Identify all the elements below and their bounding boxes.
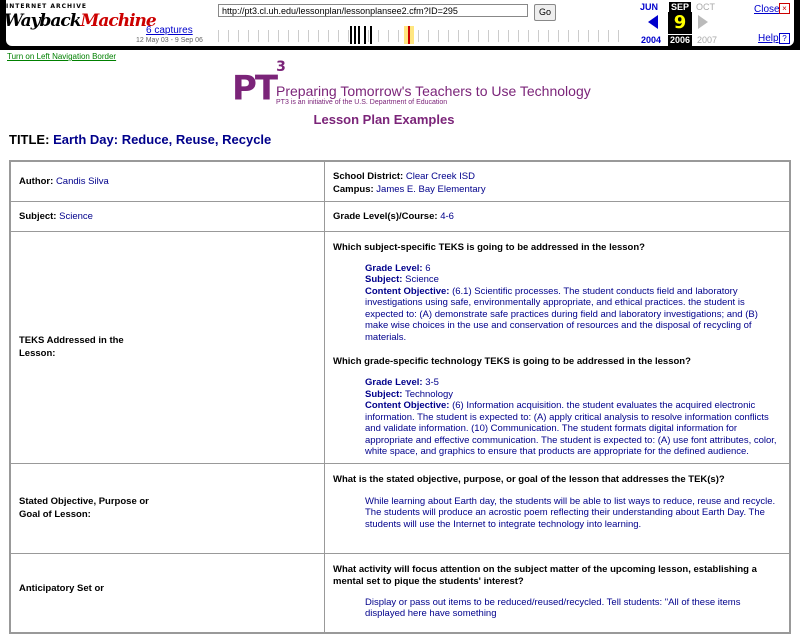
timeline-capture-mark[interactable] [364, 26, 366, 44]
anticipatory-content-cell [325, 553, 791, 633]
author-label: Author: [19, 176, 54, 187]
district-cell [325, 161, 791, 201]
campus-label: Campus: [333, 184, 374, 195]
timeline-capture-mark[interactable] [370, 26, 372, 44]
subject-cell [10, 201, 325, 231]
month-prev-label[interactable]: JUN [640, 2, 659, 12]
campus-value: James E. Bay Elementary [376, 184, 486, 195]
timeline-tick [618, 30, 619, 42]
year-prev-label[interactable]: 2004 [641, 35, 662, 45]
wayback-go-button[interactable]: Go [534, 4, 556, 21]
timeline-tick [218, 30, 219, 42]
wayback-logo-line1: INTERNET ARCHIVE [6, 3, 88, 10]
timeline-tick [378, 30, 379, 42]
month-next-label: OCT [696, 2, 715, 12]
pt3-subline: PT3 is an initiative of the U.S. Department of Education [276, 99, 448, 106]
page-title: Lesson Plan Examples [313, 112, 455, 127]
subject-value: Science [59, 210, 93, 222]
captures-link[interactable]: 6 captures [146, 25, 193, 36]
teks-content-cell [325, 231, 791, 463]
objective-label: Stated Objective, Purpose or Goal of Lesson: [19, 496, 149, 520]
grade-label: Grade Level(s)/Course: [333, 210, 438, 222]
objective-question: What is the stated objective, purpose, or goal of the lesson that addresses the TEK(s)? [333, 473, 725, 485]
timeline-tick [498, 30, 499, 42]
timeline-tick [308, 30, 309, 42]
timeline-tick [518, 30, 519, 42]
timeline-tick [438, 30, 439, 42]
timeline-tick [478, 30, 479, 42]
author-value: Candis Silva [55, 176, 109, 187]
technology-teks-block: Grade Level: 3-5 Subject: Technology Content Objective: (6) Information acquisition. the student evaluates the acquired electronic information. The student is expected to: (A) apply critical analysis to resolve information conflicts and validate information. (10) Communication. The student formats digital information for appropriate and effective communication. The student is expected to: (A) use font attributes, color, white space, and graphics to ensure that products are appropriate for the defined audience. [365, 377, 777, 457]
timeline-tick [538, 30, 539, 42]
table-row [10, 463, 790, 553]
district-label: School District: [333, 171, 404, 182]
grade-value: 4-6 [440, 210, 454, 222]
pt3-header [232, 59, 592, 114]
lesson-title [9, 132, 271, 147]
current-day: 9 [668, 12, 692, 34]
objective-text: While learning about Earth day, the students will be able to list ways to reduce, reuse and recycle. The students will produce an acrostic poem reflecting their understanding about Earth Day. The students will use the Internet to integrate technology into learning. [365, 495, 776, 530]
teks-label: TEKS Addressed in the Lesson: [19, 335, 124, 359]
table-row [10, 231, 790, 463]
teks-question-subject: Which subject-specific TEKS is going to be addressed in the lesson? [333, 241, 645, 253]
subject-teks-block: Grade Level: 6 Subject: Science Content Objective: (6.1) Scientific processes. The student conducts field and laboratory investigations using safe, environmentally appropriate, and ethical practices. the student is expected to: (A) demonstrate safe practices during field and laboratory investigations; and (B) make wise choices in the use and conservation of resources and the disposal of recycling of materials. [365, 262, 758, 343]
timeline-tick [568, 30, 569, 42]
lesson-plan-table [9, 160, 791, 634]
timeline-tick [488, 30, 489, 42]
year-current-label: 2006 [669, 35, 691, 45]
anticipatory-question: What activity will focus attention on the subject matter of the upcoming lesson, establishing a mental set to pique the students' interest? [333, 563, 757, 587]
grade-cell [325, 201, 791, 231]
close-link[interactable]: Close [754, 4, 780, 15]
timeline-tick [388, 30, 389, 42]
timeline-tick [528, 30, 529, 42]
table-row [10, 201, 790, 231]
pt3-logo: $PT^3$ [232, 59, 286, 109]
timeline-tick [468, 30, 469, 42]
table-row [10, 161, 790, 201]
timeline-tick [448, 30, 449, 42]
timeline-tick [588, 30, 589, 42]
timeline-tick [348, 30, 349, 42]
wayback-logo[interactable] [4, 2, 156, 40]
timeline-tick [428, 30, 429, 42]
pt3-tagline: Preparing Tomorrow's Teachers to Use Technology [276, 83, 591, 99]
capture-timeline[interactable] [218, 24, 628, 44]
timeline-tick [548, 30, 549, 42]
teks-label-cell [10, 231, 325, 463]
timeline-tick [288, 30, 289, 42]
anticipatory-text: Display or pass out items to be reduced/reused/recycled. Tell students: "All of these items displayed here have something [365, 596, 741, 619]
left-navigation-toggle-link[interactable]: Turn on Left Navigation Border [7, 52, 117, 61]
timeline-current-marker [404, 26, 414, 44]
timeline-tick [268, 30, 269, 42]
wayback-toolbar [0, 0, 800, 50]
lesson-title-value: Earth Day: Reduce, Reuse, Recycle [53, 132, 272, 147]
timeline-tick [318, 30, 319, 42]
timeline-tick [598, 30, 599, 42]
district-value: Clear Creek ISD [405, 171, 476, 182]
help-icon[interactable]: ? [779, 33, 790, 44]
timeline-capture-mark[interactable] [350, 26, 352, 44]
anticipatory-label: Anticipatory Set or [19, 582, 104, 594]
objective-label-cell [10, 463, 325, 553]
wayback-logo-line2: WaybackMachine [4, 11, 156, 31]
timeline-tick [458, 30, 459, 42]
timeline-tick [238, 30, 239, 42]
subject-label: Subject: [19, 210, 57, 222]
timeline-tick [418, 30, 419, 42]
timeline-tick [508, 30, 509, 42]
author-cell [10, 161, 325, 201]
help-link[interactable]: Help [758, 33, 779, 44]
anticipatory-label-cell [10, 553, 325, 633]
wayback-url-input[interactable]: http://pt3.cl.uh.edu/lessonplan/lessonplansee2.cfm?ID=295 [218, 4, 528, 17]
timeline-tick [298, 30, 299, 42]
timeline-tick [328, 30, 329, 42]
timeline-tick [578, 30, 579, 42]
capture-date-range: 12 May 03 - 9 Sep 06 [136, 37, 203, 44]
timeline-tick [278, 30, 279, 42]
table-row [10, 553, 790, 633]
timeline-tick [248, 30, 249, 42]
timeline-tick [338, 30, 339, 42]
timeline-tick [558, 30, 559, 42]
next-capture-arrow-icon [698, 15, 708, 29]
lesson-title-label: TITLE: [9, 132, 50, 147]
month-current-label: SEP [670, 2, 689, 12]
timeline-capture-mark[interactable] [354, 26, 356, 44]
prev-capture-arrow-icon[interactable] [648, 15, 658, 29]
timeline-tick [398, 30, 399, 42]
objective-content-cell [325, 463, 791, 553]
teks-question-technology: Which grade-specific technology TEKS is going to be addressed in the lesson? [333, 356, 691, 367]
timeline-tick [258, 30, 259, 42]
timeline-capture-mark[interactable] [358, 26, 360, 44]
close-icon[interactable]: × [779, 3, 790, 14]
timeline-tick [228, 30, 229, 42]
timeline-tick [608, 30, 609, 42]
timeline-tick [368, 30, 369, 42]
year-next-label: 2007 [697, 35, 718, 45]
